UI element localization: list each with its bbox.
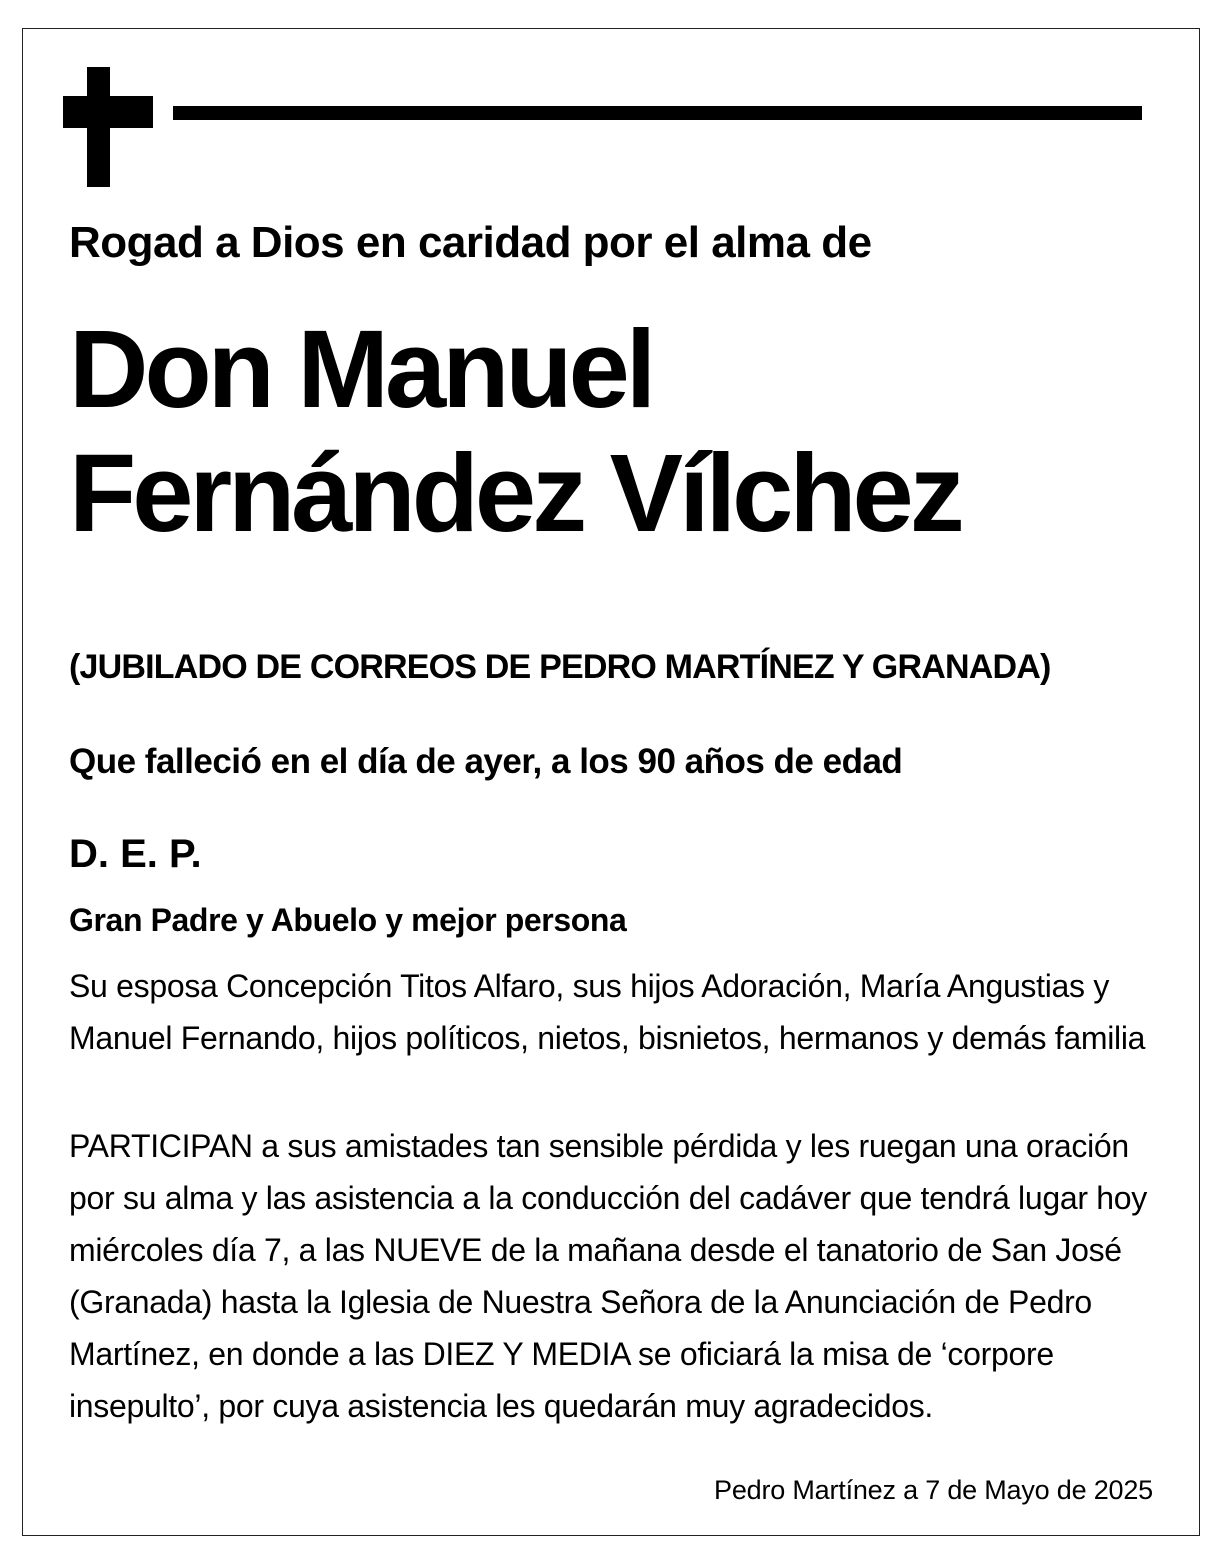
- deceased-name-line2: Fernández Vílchez: [69, 432, 961, 555]
- deceased-name: [69, 308, 1169, 556]
- signoff-line: Pedro Martínez a 7 de Mayo de 2025: [714, 1475, 1153, 1505]
- death-line: Que falleció en el día de ayer, a los 90 años de edad: [69, 742, 903, 781]
- header-rule: [173, 106, 1142, 120]
- occupation-line: (JUBILADO DE CORREOS DE PEDRO MARTÍNEZ Y GRANADA): [69, 648, 1051, 686]
- rip-line: D. E. P.: [69, 832, 202, 876]
- tagline: Gran Padre y Abuelo y mejor persona: [69, 902, 627, 938]
- family-paragraph: Su esposa Concepción Titos Alfaro, sus hijos Adoración, María Angustias y Manuel Fernando, hijos políticos, nietos, bisnietos, hermanos y demás familia: [69, 968, 1146, 1056]
- prayer-line: Rogad a Dios en caridad por el alma de: [69, 218, 872, 267]
- deceased-name-line1: Don Manuel: [69, 308, 653, 431]
- invitation-paragraph: PARTICIPAN a sus amistades tan sensible pérdida y les ruegan una oración por su alma y las asistencia a la conducción del cadáver que tendrá lugar hoy miércoles día 7, a las NUEVE de la mañana desde el tanatorio de San José (Granada) hasta la Iglesia de Nuestra Señora de la Anunciación de Pedro Martínez, en donde a las DIEZ Y MEDIA se oficiará la misa de ‘corpore insepulto’, por cuya asistencia les quedarán muy agradecidos.: [69, 1128, 1147, 1424]
- cross-horizontal-bar: [63, 96, 153, 128]
